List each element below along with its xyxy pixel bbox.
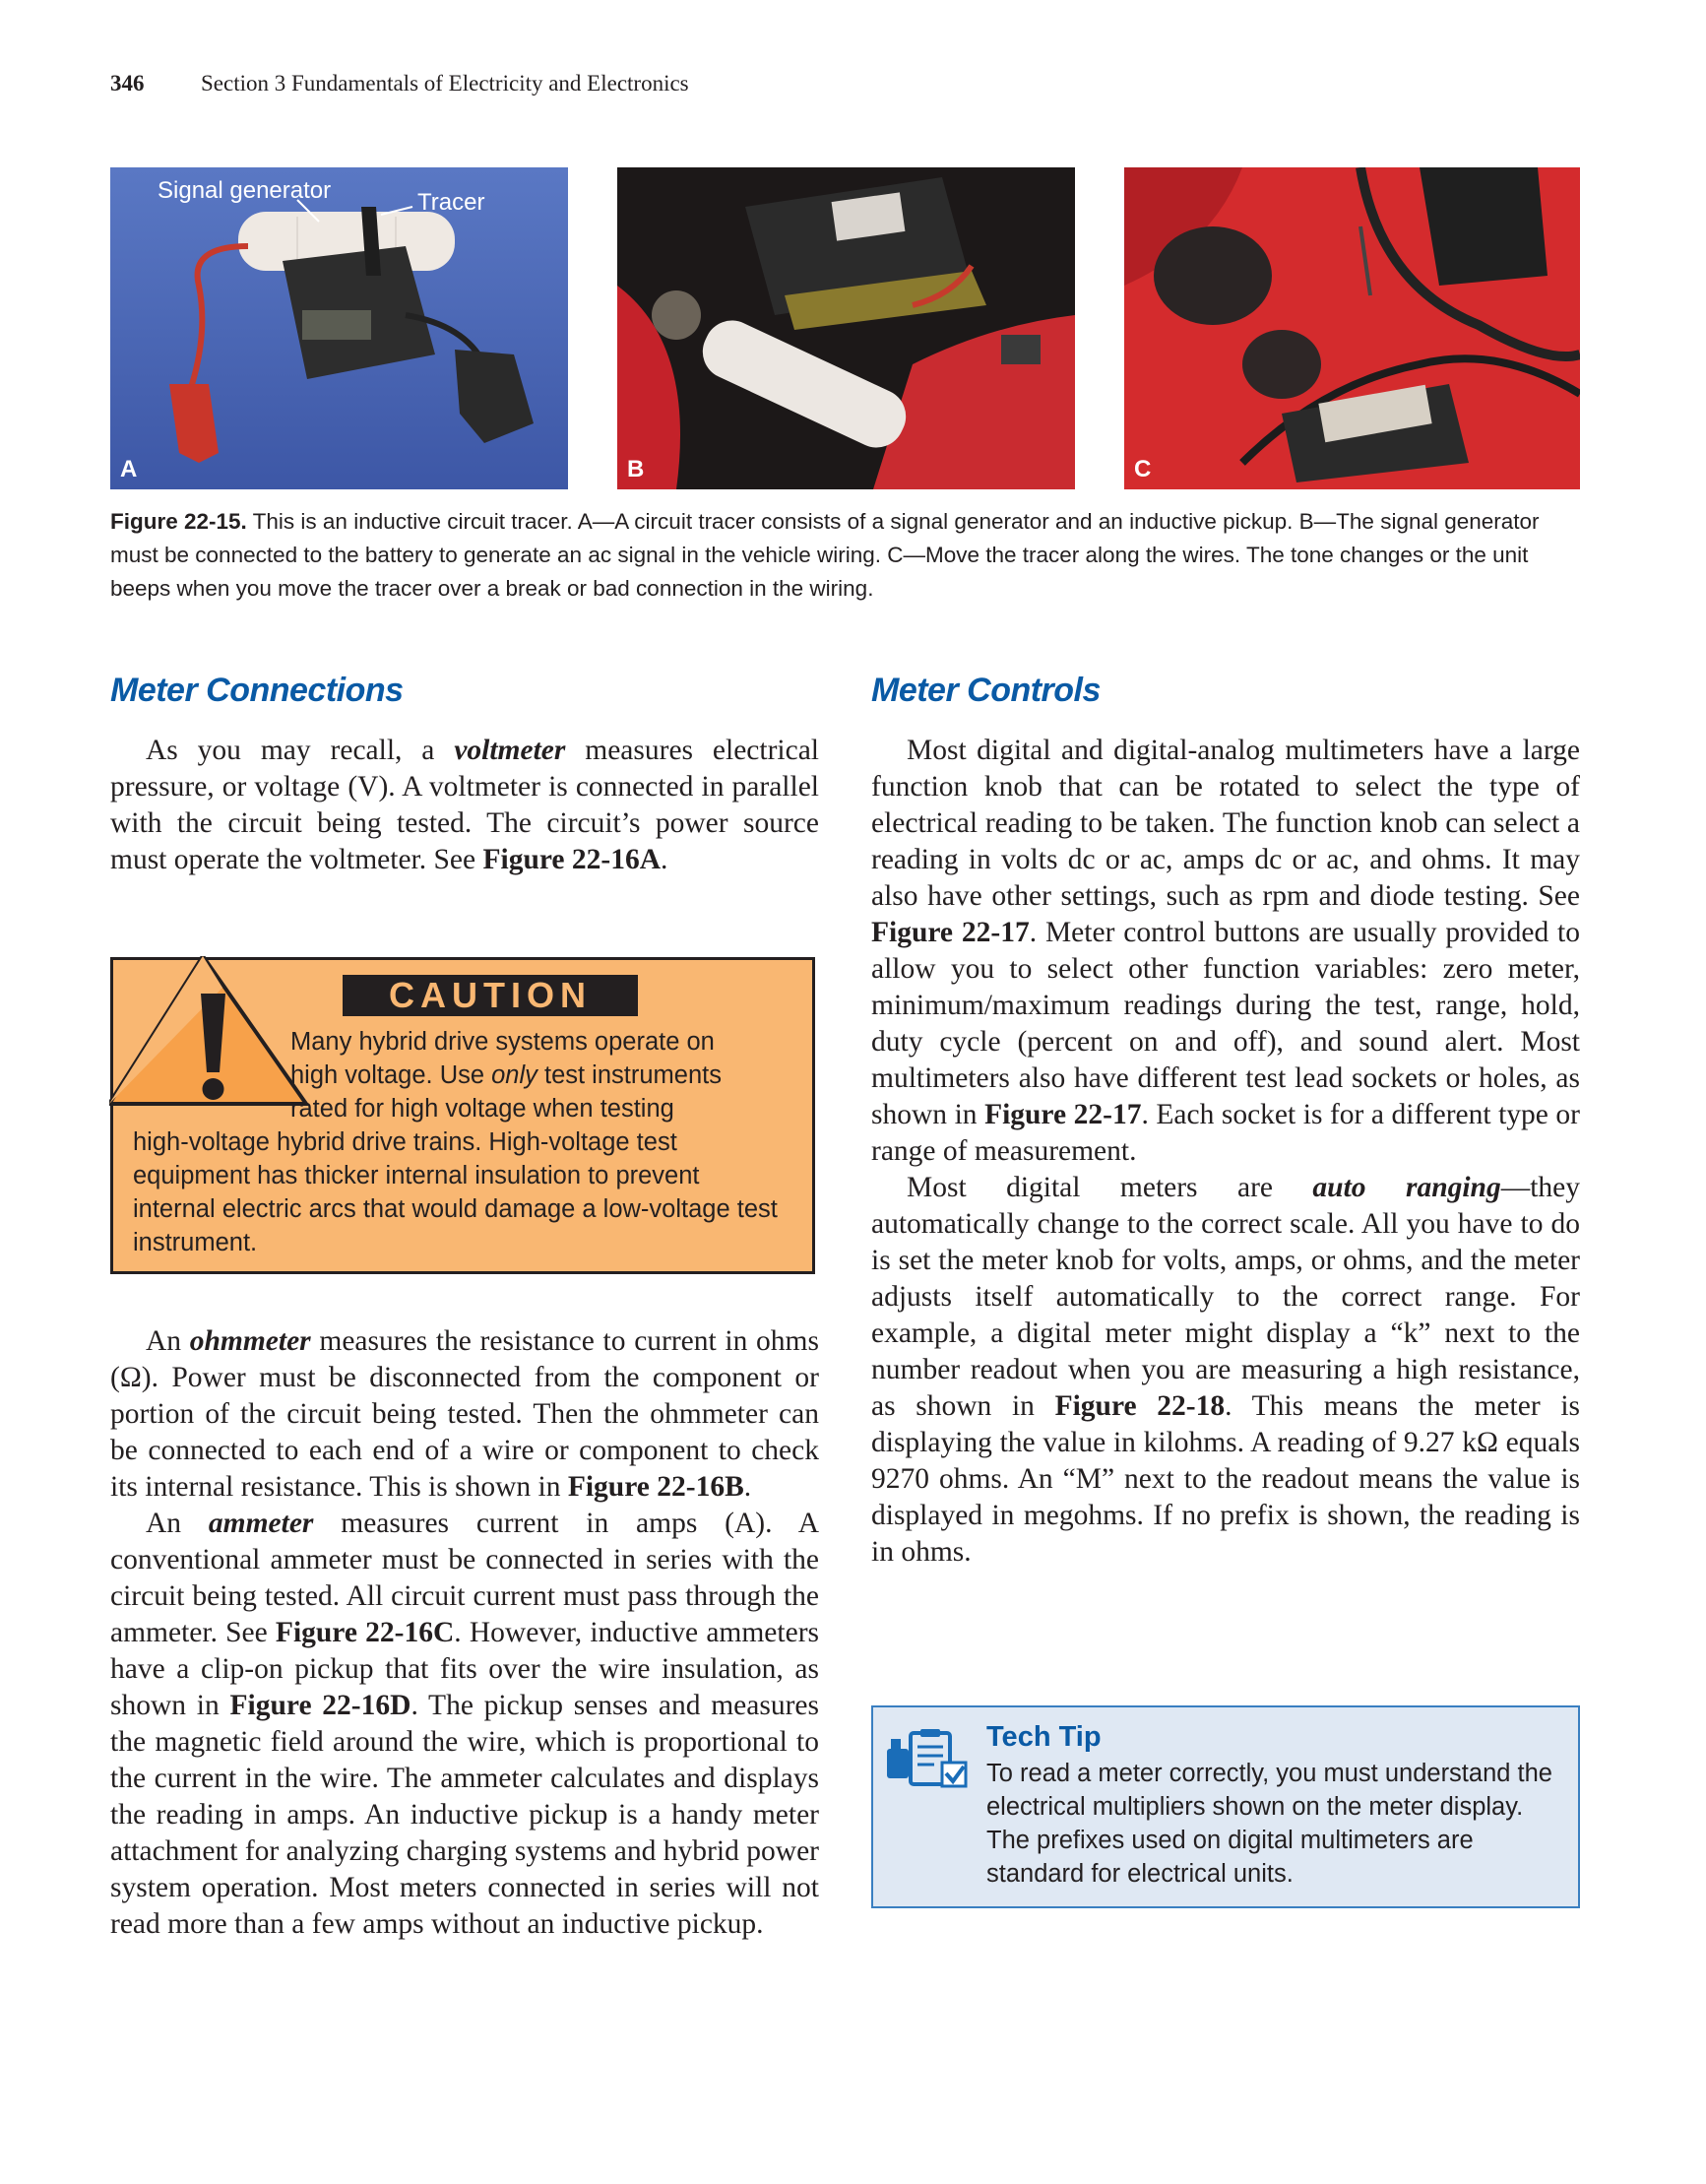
page-number: 346 — [110, 71, 145, 96]
figure-ref: Figure 22-17 — [871, 917, 1030, 948]
figure-photo-b — [617, 167, 1075, 489]
paragraph-ammeter: An ammeter measures current in amps (A). A conventional ammeter must be connected in series with the circuit being tested. All circuit current must pass through the ammeter. See Figure 22-16C. However, inductive ammeters have a clip-on pickup that fits over the wire insulation, as shown in Figure 22-16D. The pickup senses and measures the magnetic field around the wire, which is proportional to the current in the wire. The ammeter calculates and displays the reading in amps. An inductive pickup is a handy meter attachment for analyzing charging systems and hybrid power system operation. Most meters connected in series will not read more than a few amps without an inductive pickup. — [110, 1508, 819, 1940]
photo-a-illustration — [110, 167, 568, 489]
running-header: Section 3 Fundamentals of Electricity and Electronics — [201, 71, 689, 96]
tech-tip-box — [871, 1705, 1580, 1908]
caption-figure-label: Figure 22-15. — [110, 509, 247, 534]
figure-photo-a — [110, 167, 568, 489]
paragraph-auto-ranging: Most digital meters are auto ranging—they automatically change to the correct scale. All you have to do is set the meter knob for volts, amps, or ohms, and the meter adjusts itself automatically to the correct range. For example, a digital meter might display a “k” next to the number readout when you are measuring a high resistance, as shown in Figure 22-18. This means the meter is displaying the value in kilohms. A reading of 9.27 kΩ equals 9270 ohms. An “M” next to the readout means the value is displayed in megohms. If no prefix is shown, the reading is in ohms. — [871, 1172, 1580, 1568]
tracer-label: Tracer — [417, 189, 485, 216]
tech-tip-clipboard-icon — [885, 1727, 970, 1792]
photo-b-illustration — [617, 167, 1075, 489]
term-auto-ranging: auto ranging — [1312, 1172, 1501, 1203]
figure-ref: Figure 22-16D — [229, 1690, 411, 1721]
heading-meter-controls: Meter Controls — [871, 672, 1101, 709]
figure-ref: Figure 22-16A — [482, 844, 662, 875]
caution-title: CAUTION — [343, 975, 638, 1016]
figure-ref: Figure 22-17 — [984, 1099, 1142, 1130]
paragraph-meter-controls: Most digital and digital-analog multimeters have a large function knob that can be rotated to select the type of electrical reading to be taken. The function knob can select a reading in volts dc or ac, amps dc or ac, and ohms. It may also have other settings, such as rpm and diode testing. See Figure 22-17. Meter control buttons are usually provided to allow you to select other function variables: zero meter, minimum/maximum readings during the test, range, hold, duty cycle (percent on and off), and sound alert. Most multimeters also have different test lead sockets or holes, as shown in Figure 22-17. Each socket is for a different type or range of measurement. — [871, 735, 1581, 1167]
figure-caption — [110, 505, 1577, 606]
photo-c-illustration — [1124, 167, 1580, 489]
term-ohmmeter: ohmmeter — [189, 1325, 311, 1357]
caution-line-2: high voltage. Use only test instruments — [290, 1061, 722, 1089]
caution-line-1: Many hybrid drive systems operate on — [290, 1028, 715, 1056]
caution-emphasis: only — [491, 1061, 537, 1089]
term-voltmeter: voltmeter — [454, 735, 566, 766]
figure-ref: Figure 22-18 — [1054, 1390, 1226, 1422]
caution-body: high-voltage hybrid drive trains. High-voltage test equipment has thicker internal insulation to prevent internal electric arcs that would damage a low-voltage test instrument. — [133, 1128, 778, 1256]
right-column — [871, 733, 1580, 1571]
heading-meter-connections: Meter Connections — [110, 672, 404, 709]
left-column-top — [110, 733, 819, 878]
left-column-bottom — [110, 1323, 819, 1943]
caption-text: This is an inductive circuit tracer. A—A circuit tracer consists of a signal generator and an inductive pickup. B—The signal generator must be connected to the battery to generate an ac signal in the vehicle wiring. C—Move the tracer along the wires. The tone changes or the unit beeps when you move the tracer over a break or bad connection in the wiring. — [110, 509, 1540, 601]
figure-ref: Figure 22-16B — [567, 1471, 744, 1503]
signal-generator-label: Signal generator — [158, 177, 332, 204]
figure-photo-c — [1124, 167, 1580, 489]
paragraph-voltmeter: As you may recall, a voltmeter measures electrical pressure, or voltage (V). A voltmeter is connected in parallel with the circuit being tested. The circuit’s power source must operate the voltmeter. See Figure 22-16A. — [110, 735, 819, 875]
figure-ref: Figure 22-16C — [275, 1617, 455, 1648]
caution-line-3: rated for high voltage when testing — [290, 1095, 674, 1123]
panel-letter-c: C — [1134, 456, 1152, 482]
term-ammeter: ammeter — [208, 1508, 314, 1539]
caution-box — [110, 957, 815, 1274]
paragraph-ohmmeter: An ohmmeter measures the resistance to current in ohms (Ω). Power must be disconnected from the component or portion of the circuit being tested. Then the ohmmeter can be connected to each end of a wire or component to check its internal resistance. This is shown in Figure 22-16B. — [110, 1325, 819, 1503]
tech-tip-body: To read a meter correctly, you must understand the electrical multipliers shown on the meter display. The prefixes used on digital multimeters are standard for electrical units. — [986, 1760, 1552, 1888]
panel-letter-a: A — [120, 456, 138, 482]
tech-tip-title: Tech Tip — [986, 1721, 1102, 1753]
panel-letter-b: B — [627, 456, 645, 482]
